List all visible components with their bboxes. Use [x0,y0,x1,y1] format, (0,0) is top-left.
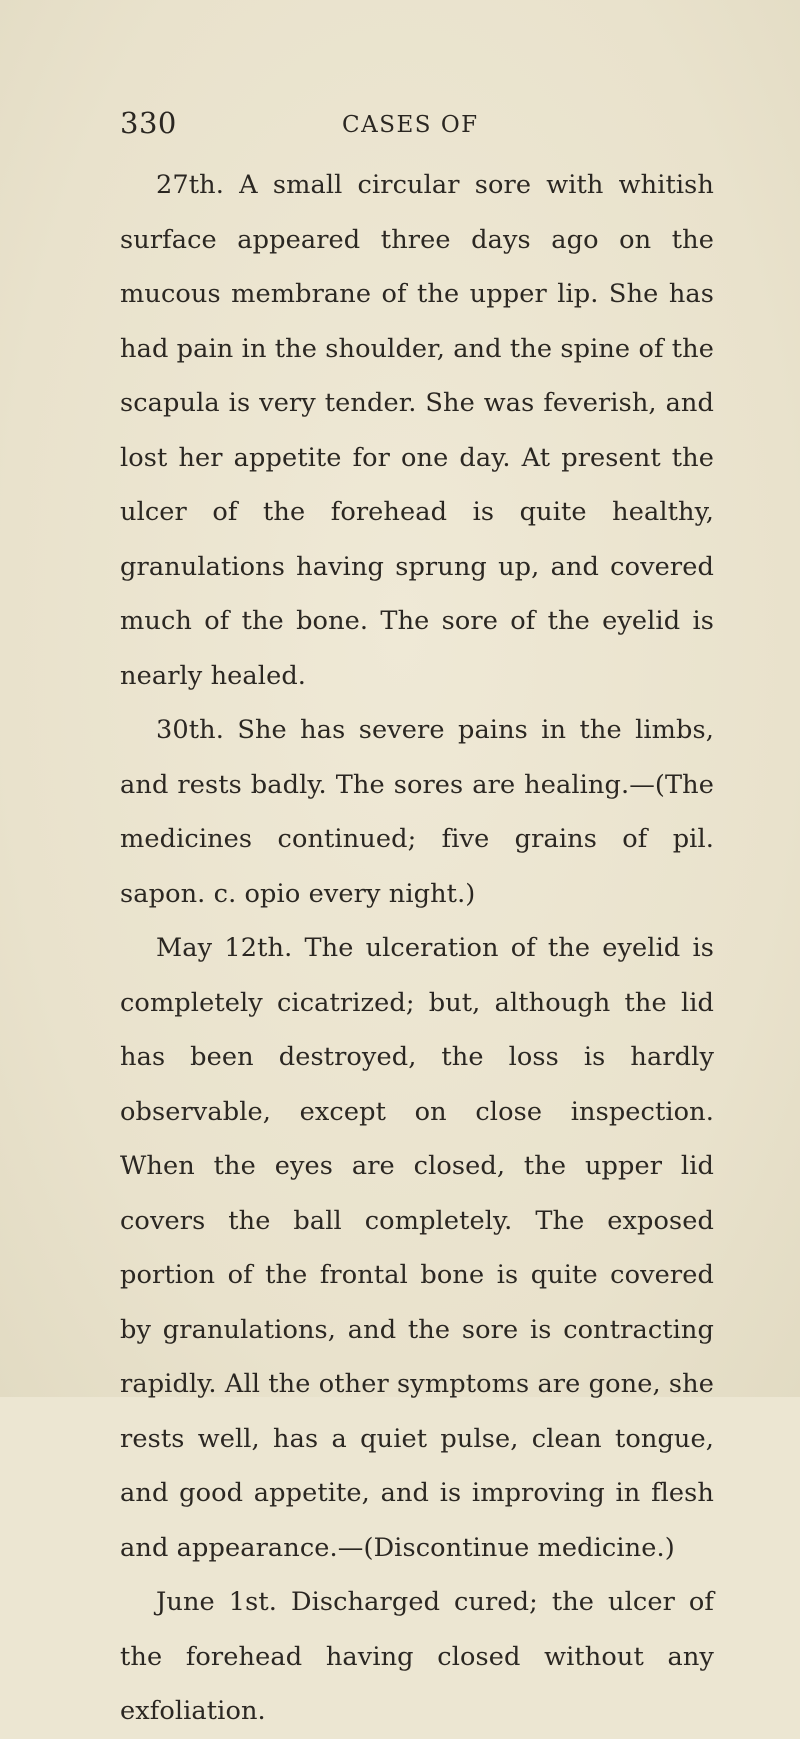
running-head: CASES OF [342,112,479,138]
paragraph-30th: 30th. She has severe pains in the limbs, and rests badly. The sores are healing.—(The medicines continued; five grains of pil. sapon. c. opio every night.) [120,715,714,909]
paragraph-june-1st: June 1st. Discharged cured; the ulcer of the forehead having closed without any exfoliation. [120,1587,714,1726]
body-text [120,158,714,1739]
paragraph-may-12th: May 12th. The ulceration of the eyelid is completely cicatrized; but, although the lid has been destroyed, the loss is hardly observable, except on close inspection. When the eyes are closed, the upper lid covers the ball completely. The exposed portion of the frontal bone is quite covered by granulations, and the sore is contracting rapidly. All the other symptoms are gone, she rests well, has a quiet pulse, clean tongue, and good appetite, and is improving in flesh and appearance.—(Discontinue medicine.) [120,933,714,1563]
page-number: 330 [120,106,177,140]
paragraph-27th: 27th. A small circular sore with whitish surface appeared three days ago on the mucous membrane of the upper lip. She has had pain in the shoulder, and the spine of the scapula is very tender. She was feverish, and lost her appetite for one day. At present the ulcer of the forehead is quite healthy, granulations having sprung up, and covered much of the bone. The sore of the eyelid is nearly healed. [120,170,714,691]
page-header [0,106,800,146]
